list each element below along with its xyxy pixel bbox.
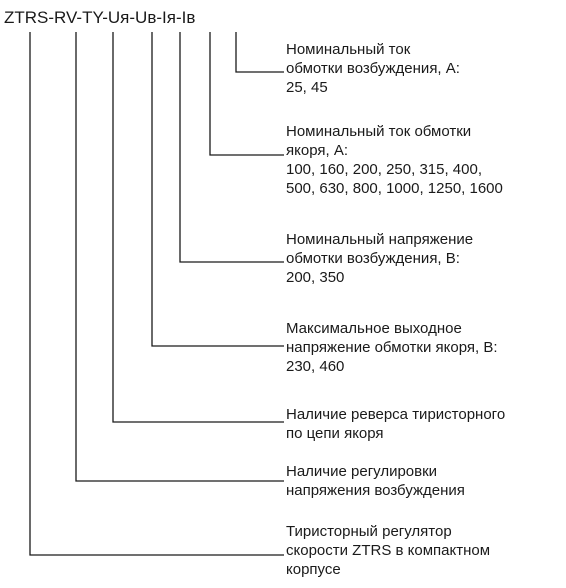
description-line: Тиристорный регулятор [286, 523, 452, 540]
leader-line-armature-current [210, 32, 284, 155]
description-armature-voltage [286, 319, 498, 376]
description-armature-current [286, 122, 503, 198]
description-line: напряжение обмотки якоря, В: [286, 339, 498, 356]
description-line: скорости ZTRS в компактном [286, 542, 491, 559]
description-reverse [286, 405, 505, 443]
description-line: по цепи якоря [286, 425, 384, 442]
description-line: 200, 350 [286, 269, 345, 286]
description-field-voltage [286, 230, 473, 287]
description-line: напряжения возбуждения [286, 482, 465, 499]
leader-line-field-voltage [180, 32, 284, 262]
description-line: Максимальное выходное [286, 320, 462, 337]
leader-line-regulator [30, 32, 284, 555]
description-line: Наличие реверса тиристорного [286, 406, 506, 423]
description-line: 100, 160, 200, 250, 315, 400, [286, 161, 483, 178]
model-code: ZTRS-RV-TY-Uя-Uв-Iя-Iв [4, 8, 196, 27]
leader-line-armature-voltage [152, 32, 284, 346]
description-field-current [286, 40, 460, 97]
description-line: корпусе [286, 561, 341, 578]
description-regulator [286, 522, 490, 579]
description-regulation [286, 462, 465, 500]
description-line: 230, 460 [286, 358, 345, 375]
description-line: обмотки возбуждения, А: [286, 60, 460, 77]
description-line: Номинальный напряжение [286, 231, 474, 248]
description-line: Номинальный ток обмотки [286, 123, 472, 140]
description-line: Наличие регулировки [286, 463, 438, 480]
description-line: якоря, А: [286, 142, 348, 159]
leader-line-reverse [113, 32, 284, 422]
description-line: 25, 45 [286, 79, 328, 96]
description-line: обмотки возбуждения, В: [286, 250, 460, 267]
description-line: Номинальный ток [286, 41, 411, 58]
leader-line-field-current [236, 32, 284, 72]
description-line: 500, 630, 800, 1000, 1250, 1600 [286, 180, 503, 197]
